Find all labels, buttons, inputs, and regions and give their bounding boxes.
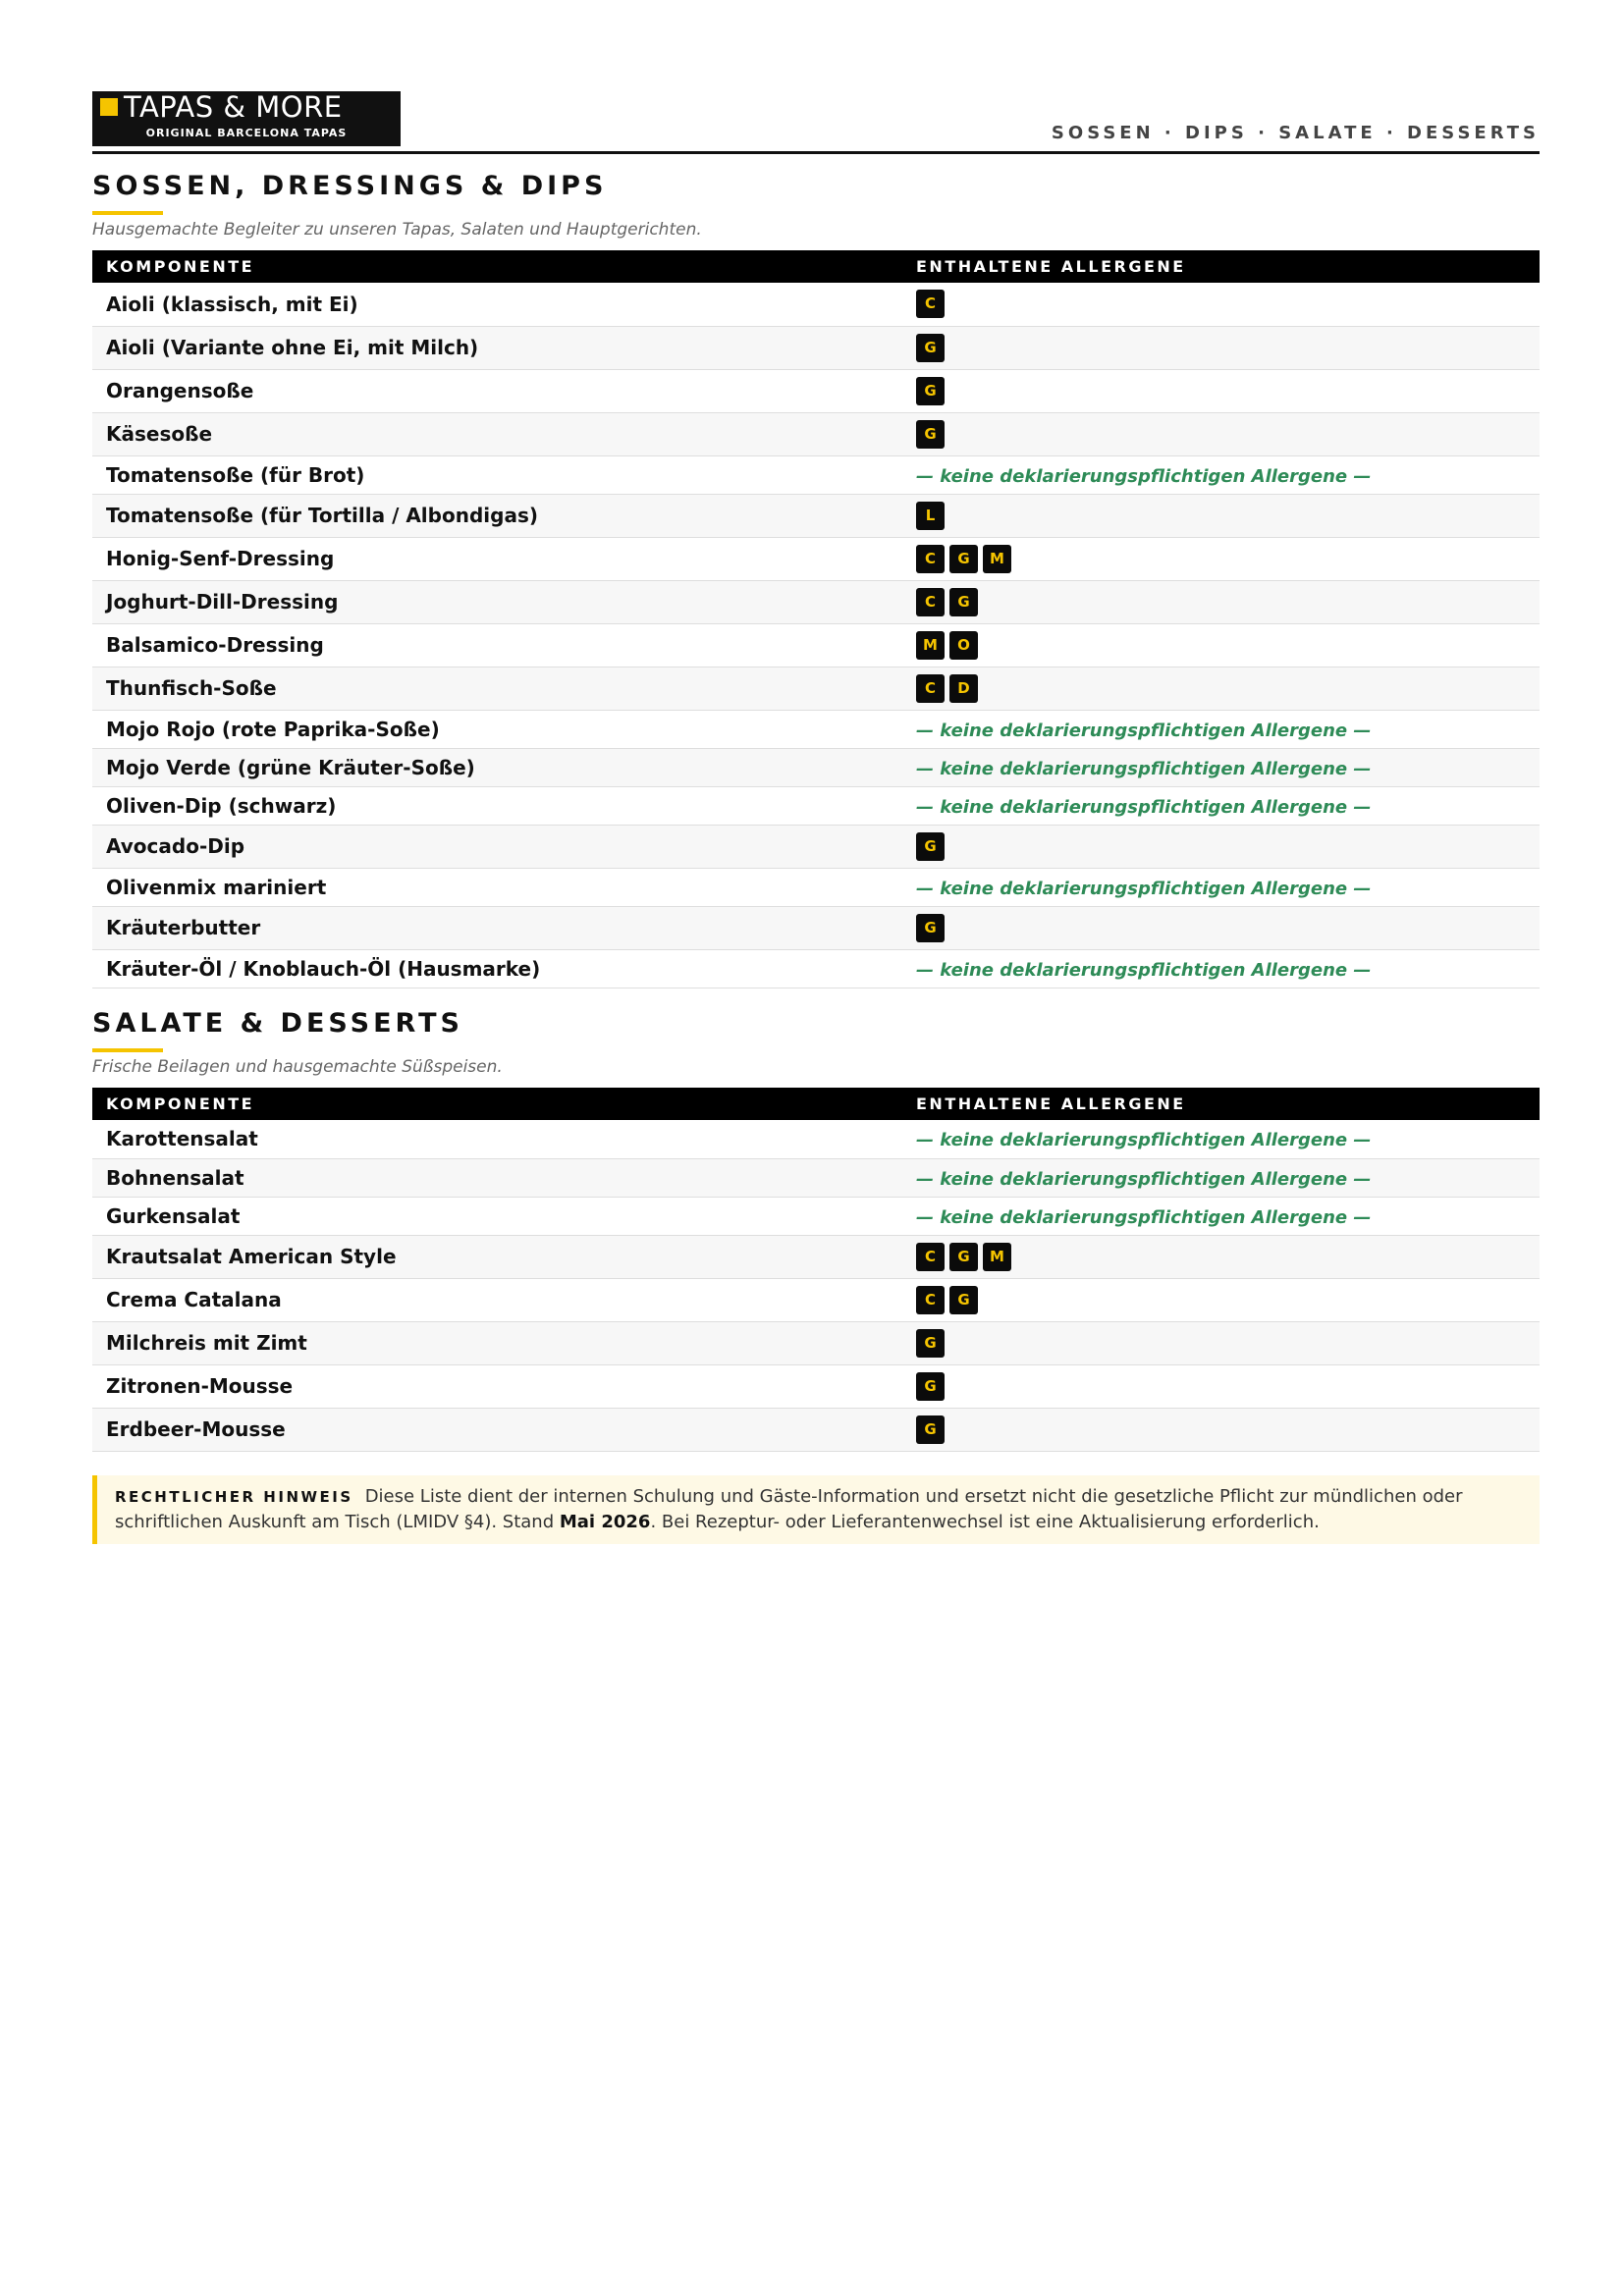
table-row bbox=[92, 537, 1540, 580]
component-name: Zitronen-Mousse bbox=[92, 1364, 902, 1408]
no-allergens-text: — keine deklarierungspflichtigen Allergene — bbox=[916, 1206, 1372, 1228]
legal-note bbox=[92, 1475, 1540, 1544]
no-allergens-text: — keine deklarierungspflichtigen Allergene — bbox=[916, 1168, 1372, 1190]
no-allergens-text: — keine deklarierungspflichtigen Allergene — bbox=[916, 959, 1372, 981]
component-name: Olivenmix mariniert bbox=[92, 868, 902, 906]
legal-note-date: Mai 2026 bbox=[559, 1512, 651, 1532]
section-accent-rule bbox=[92, 1048, 163, 1052]
component-name: Oliven-Dip (schwarz) bbox=[92, 786, 902, 825]
allergen-badge: G bbox=[916, 377, 945, 405]
column-header-allergens: ENTHALTENE ALLERGENE bbox=[902, 250, 1540, 283]
table-row bbox=[92, 1408, 1540, 1451]
section-accent-rule bbox=[92, 211, 163, 215]
allergen-cell bbox=[902, 1158, 1540, 1197]
page-header bbox=[92, 91, 1540, 154]
allergen-badge: G bbox=[949, 1243, 978, 1271]
allergen-cell bbox=[902, 1364, 1540, 1408]
allergen-badge: L bbox=[916, 502, 945, 530]
legal-note-text-end: . Bei Rezeptur- oder Lieferantenwechsel ist eine Aktualisierung erforderlich. bbox=[650, 1512, 1320, 1532]
allergen-badge: G bbox=[916, 334, 945, 362]
component-name: Aioli (Variante ohne Ei, mit Milch) bbox=[92, 326, 902, 369]
table-row bbox=[92, 825, 1540, 868]
allergen-cell bbox=[902, 283, 1540, 326]
table-body bbox=[92, 283, 1540, 988]
allergen-badge: M bbox=[983, 1243, 1011, 1271]
allergen-badge: G bbox=[916, 914, 945, 942]
column-header-component: KOMPONENTE bbox=[92, 1088, 902, 1120]
no-allergens-text: — keine deklarierungspflichtigen Allergene — bbox=[916, 878, 1372, 899]
brand-logo bbox=[92, 91, 401, 146]
section-subtitle: Frische Beilagen und hausgemachte Süßspeisen. bbox=[92, 1057, 503, 1077]
component-name: Avocado-Dip bbox=[92, 825, 902, 868]
allergen-cell bbox=[902, 1408, 1540, 1451]
table-body bbox=[92, 1120, 1540, 1451]
table-row bbox=[92, 710, 1540, 748]
logo-square-icon bbox=[100, 98, 118, 116]
allergen-badge: G bbox=[916, 420, 945, 449]
allergen-badge: C bbox=[916, 290, 945, 318]
component-name: Honig-Senf-Dressing bbox=[92, 537, 902, 580]
allergen-badge: G bbox=[916, 1329, 945, 1358]
table-row bbox=[92, 369, 1540, 412]
component-name: Karottensalat bbox=[92, 1120, 902, 1158]
table-row bbox=[92, 326, 1540, 369]
component-name: Gurkensalat bbox=[92, 1197, 902, 1235]
allergen-cell bbox=[902, 455, 1540, 494]
allergen-badge: G bbox=[949, 588, 978, 616]
component-name: Crema Catalana bbox=[92, 1278, 902, 1321]
no-allergens-text: — keine deklarierungspflichtigen Allergene — bbox=[916, 758, 1372, 779]
allergen-badge: C bbox=[916, 1243, 945, 1271]
allergen-badge: M bbox=[916, 631, 945, 660]
table-row bbox=[92, 1364, 1540, 1408]
component-name: Mojo Rojo (rote Paprika-Soße) bbox=[92, 710, 902, 748]
allergen-badge: G bbox=[916, 1372, 945, 1401]
allergen-cell bbox=[902, 825, 1540, 868]
table-row bbox=[92, 1120, 1540, 1158]
table-row bbox=[92, 906, 1540, 949]
table-row bbox=[92, 283, 1540, 326]
component-name: Erdbeer-Mousse bbox=[92, 1408, 902, 1451]
table-row bbox=[92, 1197, 1540, 1235]
component-name: Bohnensalat bbox=[92, 1158, 902, 1197]
allergen-badge: O bbox=[949, 631, 978, 660]
allergen-cell bbox=[902, 906, 1540, 949]
allergen-table bbox=[92, 1088, 1540, 1452]
table-header-row bbox=[92, 1088, 1540, 1120]
table-row bbox=[92, 455, 1540, 494]
allergen-cell bbox=[902, 667, 1540, 710]
allergen-cell bbox=[902, 1321, 1540, 1364]
allergen-cell bbox=[902, 1278, 1540, 1321]
allergen-cell bbox=[902, 494, 1540, 537]
table-row bbox=[92, 1235, 1540, 1278]
component-name: Mojo Verde (grüne Kräuter-Soße) bbox=[92, 748, 902, 786]
table-row bbox=[92, 1321, 1540, 1364]
brand-subtitle: ORIGINAL BARCELONA TAPAS bbox=[145, 127, 348, 139]
allergen-badge: D bbox=[949, 674, 978, 703]
component-name: Kräuterbutter bbox=[92, 906, 902, 949]
legal-note-label: RECHTLICHER HINWEIS bbox=[115, 1488, 353, 1506]
allergen-badge: G bbox=[949, 1286, 978, 1314]
table-row bbox=[92, 580, 1540, 623]
allergen-cell bbox=[902, 369, 1540, 412]
allergen-badge: C bbox=[916, 545, 945, 573]
table-row bbox=[92, 494, 1540, 537]
allergen-badge: G bbox=[916, 832, 945, 861]
allergen-badge: G bbox=[949, 545, 978, 573]
component-name: Krautsalat American Style bbox=[92, 1235, 902, 1278]
table-row bbox=[92, 748, 1540, 786]
no-allergens-text: — keine deklarierungspflichtigen Allergene — bbox=[916, 465, 1372, 487]
column-header-allergens: ENTHALTENE ALLERGENE bbox=[902, 1088, 1540, 1120]
no-allergens-text: — keine deklarierungspflichtigen Allergene — bbox=[916, 1130, 1372, 1151]
allergen-cell bbox=[902, 412, 1540, 455]
allergen-cell bbox=[902, 326, 1540, 369]
section-sauces bbox=[92, 170, 1540, 988]
table-row bbox=[92, 786, 1540, 825]
header-tagline: SOSSEN · DIPS · SALATE · DESSERTS bbox=[1051, 123, 1540, 143]
allergen-cell bbox=[902, 786, 1540, 825]
allergen-cell bbox=[902, 1197, 1540, 1235]
allergen-cell bbox=[902, 1120, 1540, 1158]
table-row bbox=[92, 667, 1540, 710]
brand-title: TAPAS & MORE bbox=[124, 90, 343, 124]
column-header-component: KOMPONENTE bbox=[92, 250, 902, 283]
allergen-badge: C bbox=[916, 588, 945, 616]
allergen-table bbox=[92, 250, 1540, 988]
component-name: Thunfisch-Soße bbox=[92, 667, 902, 710]
component-name: Aioli (klassisch, mit Ei) bbox=[92, 283, 902, 326]
allergen-cell bbox=[902, 949, 1540, 988]
no-allergens-text: — keine deklarierungspflichtigen Allergene — bbox=[916, 796, 1372, 818]
no-allergens-text: — keine deklarierungspflichtigen Allergene — bbox=[916, 720, 1372, 741]
section-title: SOSSEN, DRESSINGS & DIPS bbox=[92, 171, 608, 201]
section-salads-desserts bbox=[92, 1007, 1540, 1452]
allergen-cell bbox=[902, 1235, 1540, 1278]
table-row bbox=[92, 1278, 1540, 1321]
section-title: SALATE & DESSERTS bbox=[92, 1008, 463, 1039]
table-row bbox=[92, 949, 1540, 988]
allergen-cell bbox=[902, 623, 1540, 667]
legal-note-text: Diese Liste dient der internen Schulung und Gäste-Information und ersetzt nicht die gesetzliche Pflicht zur mündlichen oder schriftlichen Auskunft am Tisch (LMIDV §4). Stand bbox=[115, 1486, 1463, 1532]
allergen-cell bbox=[902, 537, 1540, 580]
section-subtitle: Hausgemachte Begleiter zu unseren Tapas, Salaten und Hauptgerichten. bbox=[92, 220, 702, 240]
table-row bbox=[92, 1158, 1540, 1197]
table-row bbox=[92, 623, 1540, 667]
allergen-badge: M bbox=[983, 545, 1011, 573]
component-name: Käsesoße bbox=[92, 412, 902, 455]
allergen-cell bbox=[902, 748, 1540, 786]
component-name: Milchreis mit Zimt bbox=[92, 1321, 902, 1364]
allergen-cell bbox=[902, 710, 1540, 748]
allergen-badge: G bbox=[916, 1415, 945, 1444]
component-name: Tomatensoße (für Brot) bbox=[92, 455, 902, 494]
allergen-badge: C bbox=[916, 674, 945, 703]
allergen-cell bbox=[902, 868, 1540, 906]
component-name: Balsamico-Dressing bbox=[92, 623, 902, 667]
page bbox=[92, 90, 1540, 1532]
component-name: Orangensoße bbox=[92, 369, 902, 412]
component-name: Joghurt-Dill-Dressing bbox=[92, 580, 902, 623]
component-name: Kräuter-Öl / Knoblauch-Öl (Hausmarke) bbox=[92, 949, 902, 988]
allergen-badge: C bbox=[916, 1286, 945, 1314]
table-row bbox=[92, 412, 1540, 455]
component-name: Tomatensoße (für Tortilla / Albondigas) bbox=[92, 494, 902, 537]
table-row bbox=[92, 868, 1540, 906]
table-header-row bbox=[92, 250, 1540, 283]
allergen-cell bbox=[902, 580, 1540, 623]
